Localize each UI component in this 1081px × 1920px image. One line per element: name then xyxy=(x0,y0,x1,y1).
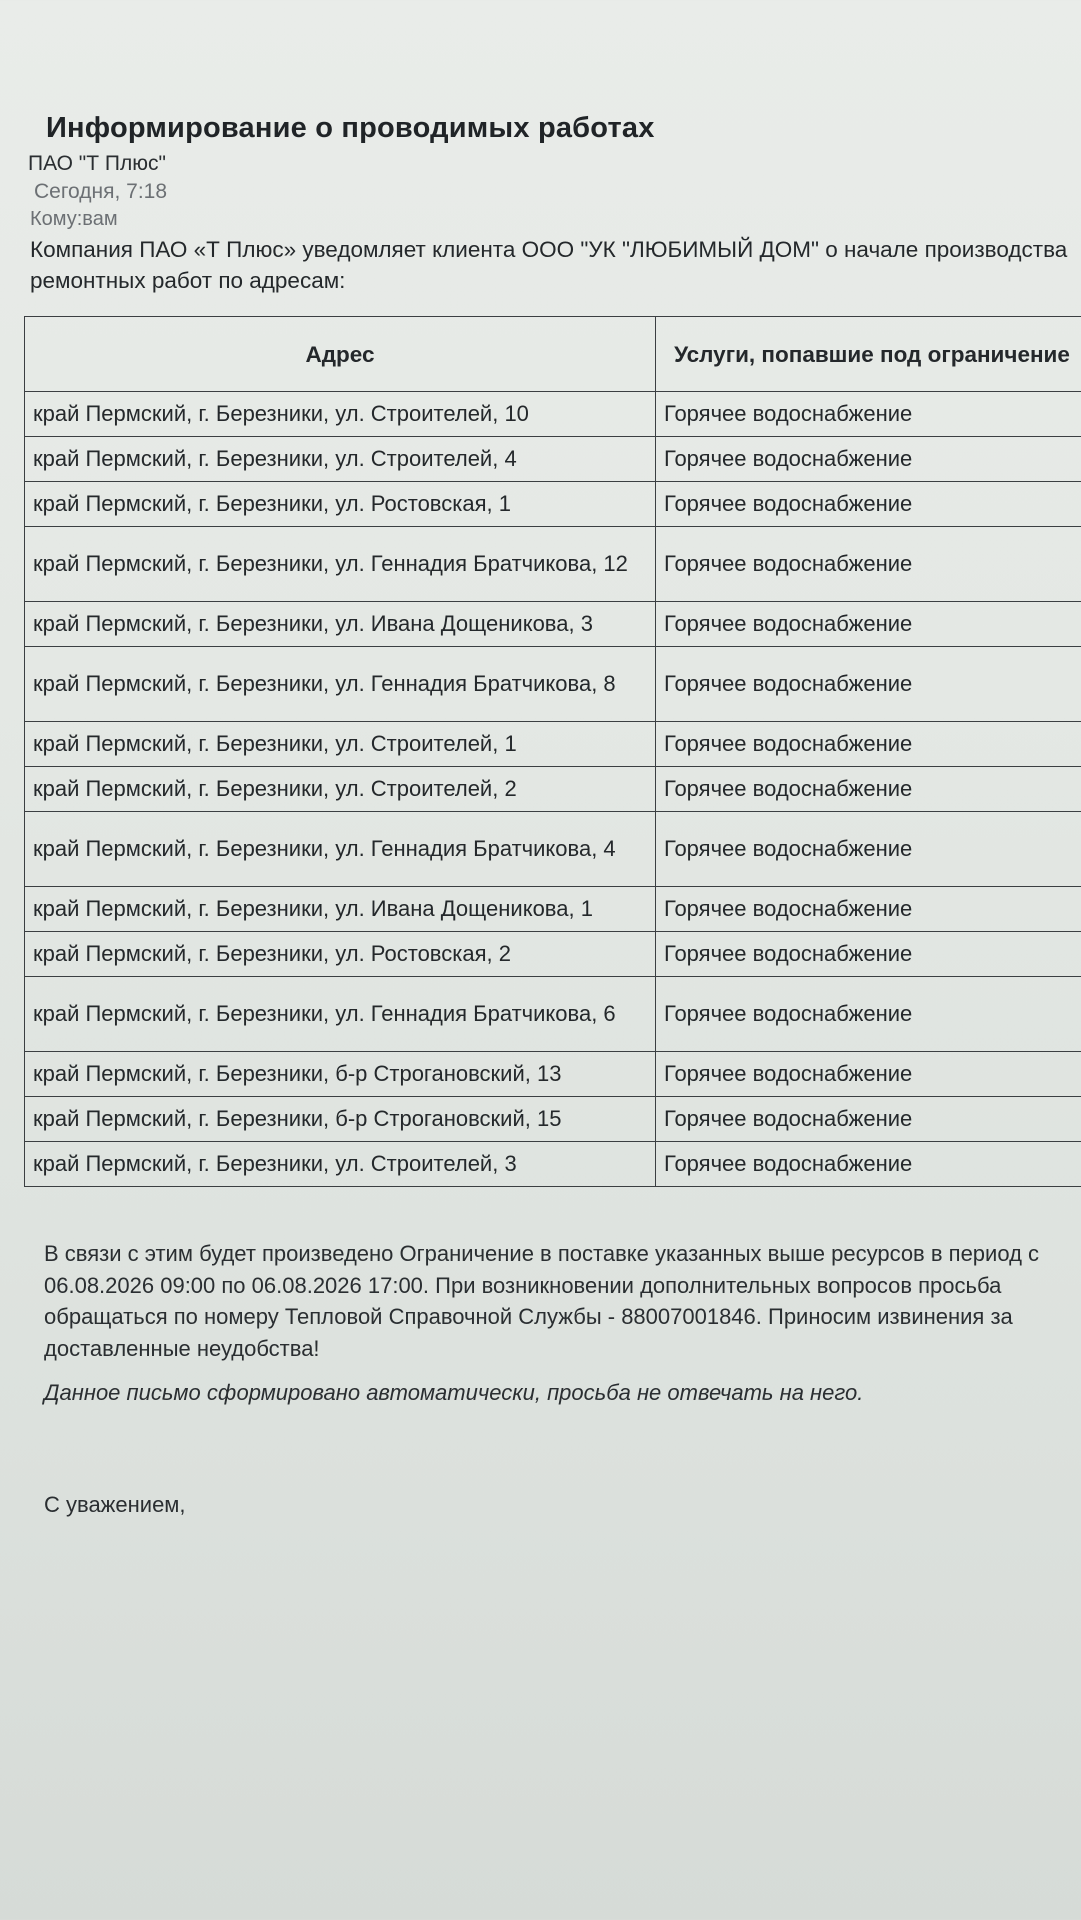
regards-line: С уважением, xyxy=(44,1492,186,1517)
table-row xyxy=(25,932,1081,977)
header-address: Адрес xyxy=(25,317,656,392)
cell-service: Горячее водоснабжение xyxy=(656,527,1081,602)
cell-address: край Пермский, г. Березники, ул. Ростовская, 2 xyxy=(25,932,656,977)
cell-address: край Пермский, г. Березники, ул. Строителей, 2 xyxy=(25,767,656,812)
cell-service: Горячее водоснабжение xyxy=(656,812,1081,887)
cell-service: Горячее водоснабжение xyxy=(656,482,1081,527)
table-row xyxy=(25,1097,1081,1142)
cell-address: край Пермский, г. Березники, б-р Строгановский, 15 xyxy=(25,1097,656,1142)
cell-address: край Пермский, г. Березники, ул. Строителей, 1 xyxy=(25,722,656,767)
cell-service: Горячее водоснабжение xyxy=(656,602,1081,647)
cell-address: край Пермский, г. Березники, ул. Геннадия Братчикова, 6 xyxy=(25,977,656,1052)
cell-address: край Пермский, г. Березники, ул. Строителей, 3 xyxy=(25,1142,656,1187)
table-body xyxy=(25,392,1081,1187)
table-row xyxy=(25,767,1081,812)
auto-generated-note: Данное письмо сформировано автоматически, просьба не отвечать на него. xyxy=(44,1380,864,1405)
table-row xyxy=(25,977,1081,1052)
table-row xyxy=(25,482,1081,527)
cell-service: Горячее водоснабжение xyxy=(656,392,1081,437)
cell-service: Горячее водоснабжение xyxy=(656,977,1081,1052)
table-row xyxy=(25,1052,1081,1097)
cell-address: край Пермский, г. Березники, ул. Геннадия Братчикова, 12 xyxy=(25,527,656,602)
table-row xyxy=(25,437,1081,482)
email-recipient: Кому:вам xyxy=(30,208,118,230)
works-table xyxy=(24,316,1081,1187)
cell-address: край Пермский, г. Березники, б-р Строгановский, 13 xyxy=(25,1052,656,1097)
cell-address: край Пермский, г. Березники, ул. Ивана Дощеникова, 1 xyxy=(25,887,656,932)
cell-address: край Пермский, г. Березники, ул. Строителей, 10 xyxy=(25,392,656,437)
cell-service: Горячее водоснабжение xyxy=(656,887,1081,932)
cell-address: край Пермский, г. Березники, ул. Геннадия Братчикова, 4 xyxy=(25,812,656,887)
header-services: Услуги, попавшие под ограничение xyxy=(656,317,1081,392)
table-row xyxy=(25,1142,1081,1187)
email-date: Сегодня, 7:18 xyxy=(34,180,168,203)
cell-service: Горячее водоснабжение xyxy=(656,437,1081,482)
cell-address: край Пермский, г. Березники, ул. Ростовская, 1 xyxy=(25,482,656,527)
cell-service: Горячее водоснабжение xyxy=(656,647,1081,722)
cell-address: край Пермский, г. Березники, ул. Строителей, 4 xyxy=(25,437,656,482)
table-row xyxy=(25,647,1081,722)
cell-service: Горячее водоснабжение xyxy=(656,722,1081,767)
cell-address: край Пермский, г. Березники, ул. Геннадия Братчикова, 8 xyxy=(25,647,656,722)
table-row xyxy=(25,527,1081,602)
email-intro: Компания ПАО «Т Плюс» уведомляет клиента ООО "УК "ЛЮБИМЫЙ ДОМ" о начале производства ремонтных работ по адресам: xyxy=(30,237,1068,293)
table-row xyxy=(25,887,1081,932)
email-subject: Информирование о проводимых работах xyxy=(46,112,655,144)
email-sender[interactable]: ПАО "Т Плюс" xyxy=(28,152,166,175)
cell-service: Горячее водоснабжение xyxy=(656,1097,1081,1142)
table-row xyxy=(25,392,1081,437)
closing-paragraph: В связи с этим будет произведено Ограничение в поставке указанных выше ресурсов в период с 06.08.2026 09:00 по 06.08.2026 17:00. При возникновении дополнительных вопросов просьба обращаться по номеру Тепловой Справочной Службы - 88007001846. Приносим извинения за доставленные неудобства! xyxy=(44,1241,1040,1361)
table-header-row xyxy=(25,317,1081,392)
cell-service: Горячее водоснабжение xyxy=(656,767,1081,812)
cell-service: Горячее водоснабжение xyxy=(656,932,1081,977)
cell-service: Горячее водоснабжение xyxy=(656,1142,1081,1187)
table-row xyxy=(25,722,1081,767)
table-row xyxy=(25,602,1081,647)
table-row xyxy=(25,812,1081,887)
cell-service: Горячее водоснабжение xyxy=(656,1052,1081,1097)
cell-address: край Пермский, г. Березники, ул. Ивана Дощеникова, 3 xyxy=(25,602,656,647)
